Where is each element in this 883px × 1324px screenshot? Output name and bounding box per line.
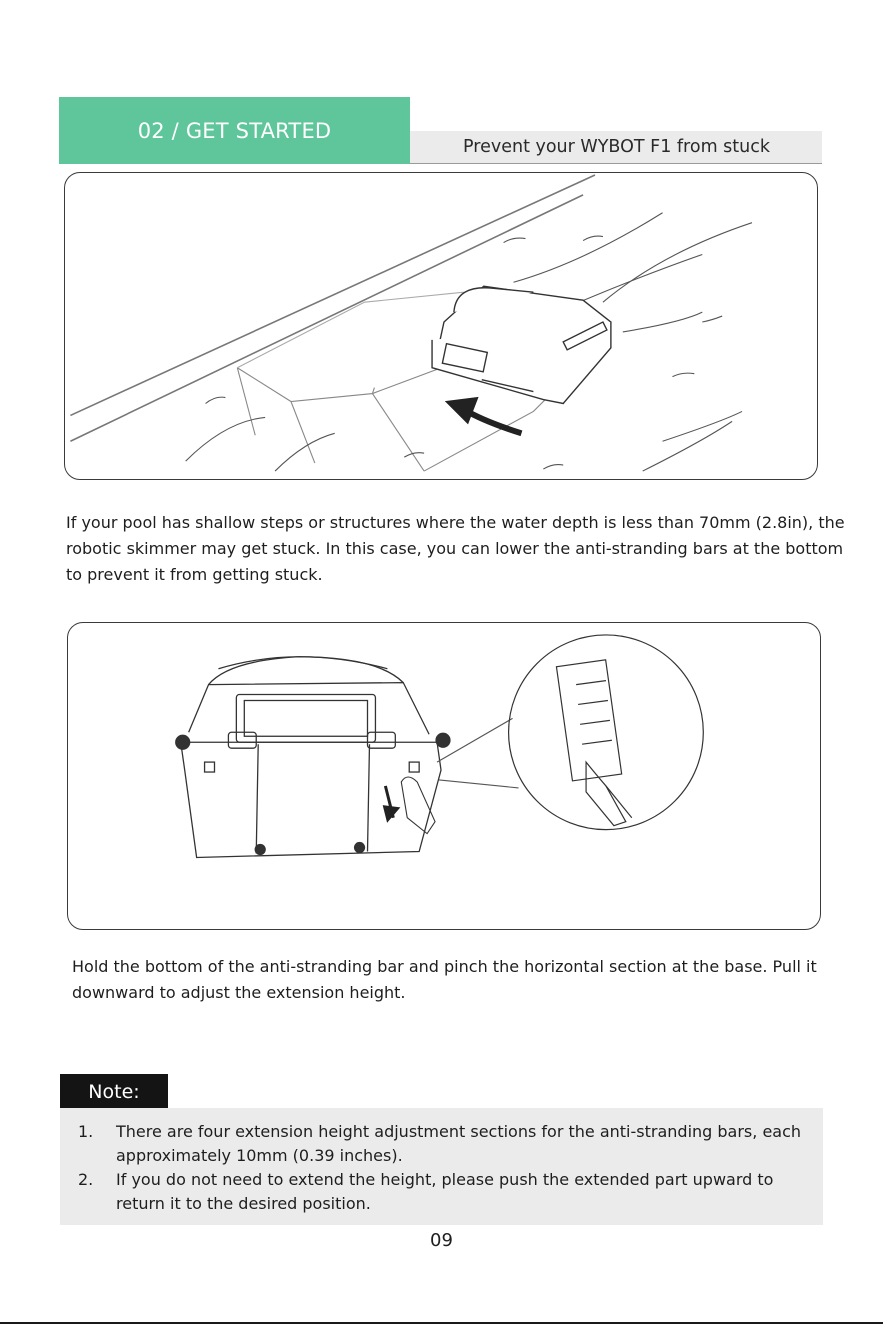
paragraph-instructions: Hold the bottom of the anti-stranding bar and pinch the horizontal section at the base. Pull it downward to adjust the extension height.	[72, 957, 817, 1002]
page-number: 09	[430, 1230, 453, 1251]
note-item-text: If you do not need to extend the height, please push the extended part upward to return it to the desired position.	[116, 1170, 774, 1213]
note-label: Note:	[60, 1074, 168, 1109]
robot-underside-with-detail-callout-illustration	[68, 623, 820, 929]
note-box	[60, 1108, 823, 1225]
note-item-number: 1.	[78, 1122, 94, 1141]
anti-stranding-bar-illustration	[67, 622, 821, 930]
pool-steps-illustration	[64, 172, 818, 480]
paragraph-shallow-steps: If your pool has shallow steps or structures where the water depth is less than 70mm (2.8in), the robotic skimmer may get stuck. In this case, you can lower the anti-stranding bars at the bottom to prevent it from getting stuck.	[66, 513, 845, 584]
robot-on-pool-steps-illustration	[65, 173, 817, 479]
note-item-number: 2.	[78, 1170, 94, 1189]
page-subtitle: Prevent your WYBOT F1 from stuck	[410, 131, 822, 164]
section-title: 02 / GET STARTED	[59, 97, 410, 164]
note-item-text: There are four extension height adjustment sections for the anti-stranding bars, each approximately 10mm (0.39 inches).	[116, 1122, 802, 1165]
